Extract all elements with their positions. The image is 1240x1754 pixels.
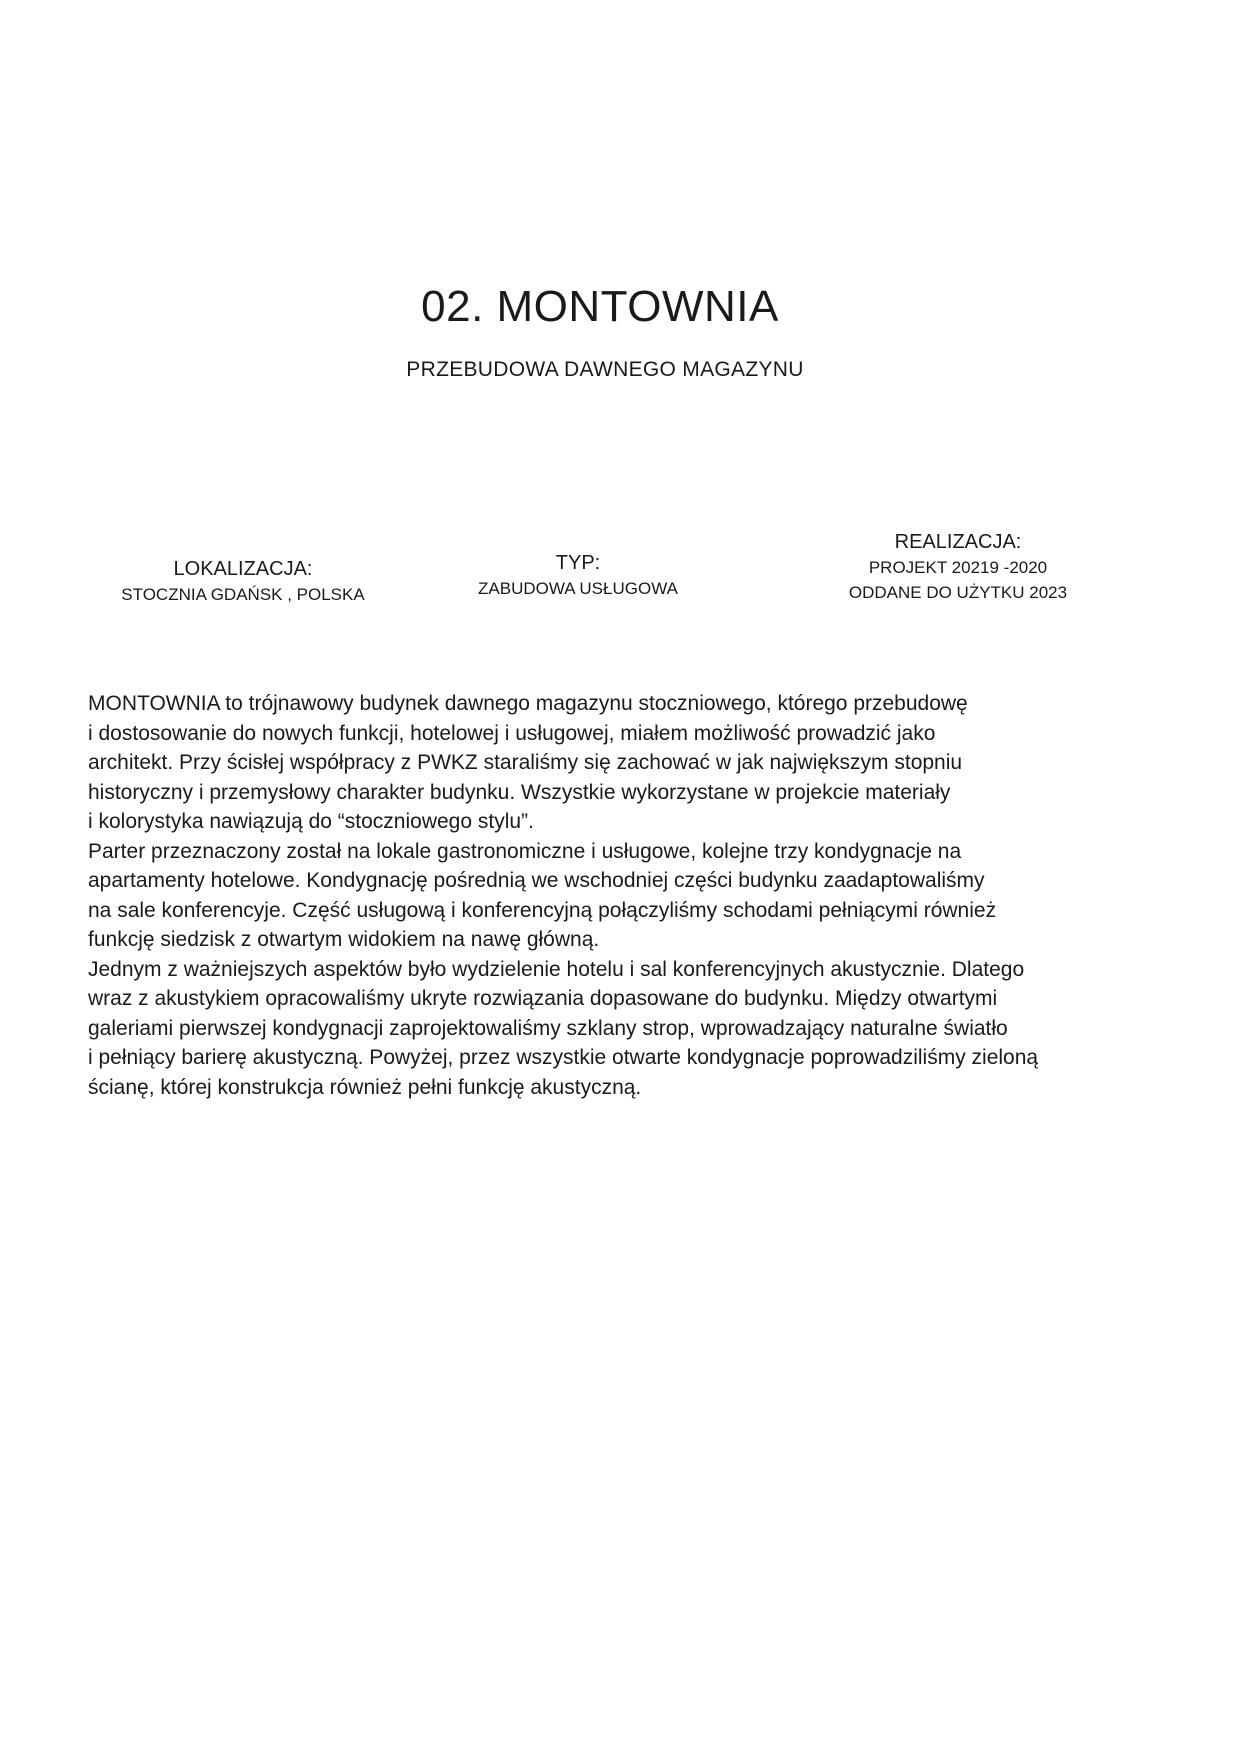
meta-realizacja-label: REALIZACJA: — [894, 531, 1022, 553]
description-line: MONTOWNIA to trójnawowy budynek dawnego magazynu stoczniowego, którego przebudowę — [88, 692, 968, 715]
meta-lokalizacja-value: STOCZNIA GDAŃSK , POLSKA — [121, 585, 365, 604]
description-line: wraz z akustykiem opracowaliśmy ukryte rozwiązania dopasowane do budynku. Między otwartymi — [88, 987, 998, 1010]
description-line: i kolorystyka nawiązują do “stoczniowego stylu”. — [88, 810, 534, 833]
meta-lokalizacja — [63, 556, 423, 607]
description-line: funkcję siedzisk z otwartym widokiem na nawę główną. — [88, 928, 600, 951]
page-subtitle: PRZEBUDOWA DAWNEGO MAGAZYNU — [406, 358, 804, 381]
meta-lokalizacja-label: LOKALIZACJA: — [173, 558, 313, 580]
meta-realizacja-value-1: PROJEKT 20219 -2020 — [868, 558, 1048, 577]
description-line: architekt. Przy ścisłej współpracy z PWKZ staraliśmy się zachować w jak największym stopniu — [88, 751, 963, 774]
meta-realizacja-value-2: ODDANE DO UŻYTKU 2023 — [848, 583, 1068, 602]
description-line: ścianę, której konstrukcja również pełni funkcję akustyczną. — [88, 1075, 642, 1099]
meta-typ-label: TYP: — [555, 552, 601, 574]
description-line: apartamenty hotelowe. Kondygnację pośrednią we wschodniej części budynku zaadaptowaliśmy — [88, 869, 985, 892]
description-line: historyczny i przemysłowy charakter budynku. Wszystkie wykorzystane w projekcie materiały — [88, 780, 951, 804]
description-line: galeriami pierwszej kondygnacji zaprojektowaliśmy szklany strop, wprowadzający naturalne światło — [88, 1016, 1008, 1040]
description-line: i dostosowanie do nowych funkcji, hotelowej i usługowej, miałem możliwość prowadzić jako — [88, 721, 936, 745]
meta-realizacja — [778, 529, 1138, 605]
description-line: Parter przeznaczony został na lokale gastronomiczne i usługowe, kolejne trzy kondygnacje na — [88, 839, 962, 863]
description-line: na sale konferencyje. Część usługową i konferencyjną połączyliśmy schodami pełniącymi również — [88, 898, 997, 922]
meta-typ — [398, 550, 758, 601]
description-text — [88, 689, 1198, 1102]
meta-typ-value: ZABUDOWA USŁUGOWA — [478, 579, 678, 598]
description-line: i pełniący barierę akustyczną. Powyżej, przez wszystkie otwarte kondygnacje poprowadziliśmy zieloną — [88, 1046, 1039, 1069]
page-title: 02. MONTOWNIA — [421, 282, 779, 331]
description-line: Jednym z ważniejszych aspektów było wydzielenie hotelu i sal konferencyjnych akustycznie. Dlatego — [88, 957, 1025, 981]
